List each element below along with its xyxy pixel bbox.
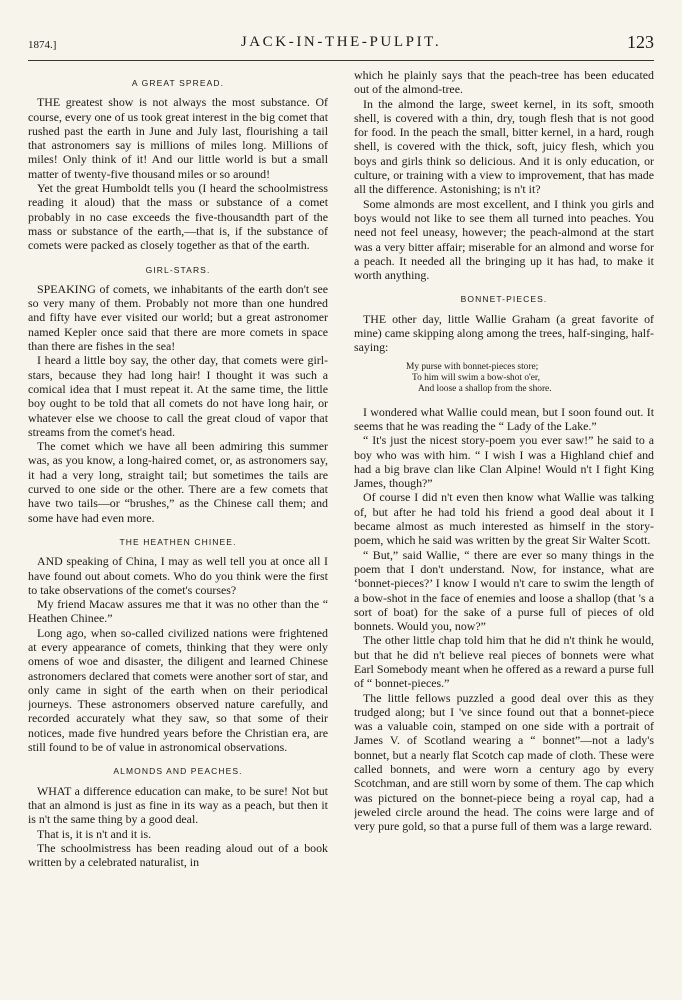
left-column bbox=[28, 68, 328, 968]
verse-line: And loose a shallop from the shore. bbox=[418, 383, 552, 394]
section-heading-great-spread: A GREAT SPREAD. bbox=[131, 78, 225, 88]
header-year: 1874.] bbox=[28, 39, 57, 51]
paragraph: That is, it is n't and it is. bbox=[37, 826, 152, 841]
paragraph: The schoolmistress has been reading aloud out of a book written by a celebrated naturalist, in bbox=[28, 840, 328, 870]
paragraph: THE greatest show is not always the most substance. Of course, every one of us took great interest in the big comet that rushed past the earth in June and July last, flourishing a tail that astronomers say is millions of miles long. Millions of miles! Only think of it! And our little world is but a small matter of twenty-five thousand miles or so around! bbox=[28, 95, 328, 181]
paragraph: The other little chap told him that he did n't think he would, but that he did n't believe real pieces of bonnets were what Earl Somebody meant when he offered as a reward a purse full of “ bonnet-pieces.” bbox=[354, 633, 654, 691]
verse-quote bbox=[406, 362, 654, 395]
paragraph: WHAT a difference education can make, to be sure! Not but that an almond is just as fine in its way as a peach, but then it is n't the same thing by a good deal. bbox=[28, 783, 328, 827]
section-heading-almonds-peaches: ALMONDS AND PEACHES. bbox=[113, 766, 243, 777]
section-heading-bonnet-pieces: BONNET-PIECES. bbox=[460, 294, 548, 305]
paragraph-continued: which he plainly says that the peach-tree has been educated out of the almond-tree. bbox=[354, 68, 654, 97]
paragraph: The comet which we have all been admiring this summer was, as you know, a long-haired comet, or, as astronomers say, it had a very long, straight tail; but sometimes the tails are curved to one side or the other. There are a few comets that have two tails—or “brushes,” as the Chinese call them; and some have had even more. bbox=[28, 439, 328, 525]
paragraph: THE other day, little Wallie Graham (a great favorite of mine) came skipping along among the trees, half-singing, half-saying: bbox=[354, 311, 654, 355]
paragraph: Of course I did n't even then know what Wallie was talking of, but after he had told his friend a good deal about it I became almost as much interested as himself in the story-poem, which he said was written by the great Sir Walter Scott. bbox=[354, 490, 654, 548]
running-header bbox=[28, 30, 654, 61]
page-number: 123 bbox=[627, 32, 654, 52]
section-heading-heathen-chinee: THE HEATHEN CHINEE. bbox=[119, 536, 237, 547]
paragraph: “ It's just the nicest story-poem you ever saw!” he said to a boy who was with him. “ I wish I was a Highland chief and had a big brave clan like Clan Alpine! Would n't I fight King James, though?” bbox=[354, 433, 654, 491]
header-title: JACK-IN-THE-PULPIT. bbox=[240, 34, 442, 50]
paragraph: Long ago, when so-called civilized nations were frightened at every appearance of comets, thinking that they were only omens of woe and disaster, the diligent and learned Chinese astronomers declared that comets were another sort of star, and only came in sight of the earth when on their periodical journeys. These astronomers observed nature carefully, and recorded accurately what they saw, so that some of their notices, made five hundred years before the Christian era, are still found to be of value in astronomical observations. bbox=[28, 625, 328, 755]
section-heading-girl-stars: GIRL-STARS. bbox=[145, 264, 211, 275]
paragraph: I heard a little boy say, the other day, that comets were girl-stars, because they had long hair! I thought it was such a comical idea that I must repeat it. At the same time, the little boy ought to be told that all comets do not have long hair, or whatever else we choose to call the great cloud of vapor that streams from the comet's head. bbox=[28, 353, 328, 439]
paragraph: The little fellows puzzled a good deal over this as they trudged along; but I 've since found out that a bonnet-piece was a valuable coin, stamped on one side with a portrait of James V. of Scotland wearing a “ bonnet”—not a lady's bonnet, but a nearly flat Scotch cap made of cloth. These were called bonnets, and were worn a century ago by every Scotchman, and are still worn by some of them. The cap which was pictured on the bonnet-piece being a royal cap, had a jeweled circle around the head. The coins were large and of very pure gold, so that a purse full of them was a large reward. bbox=[354, 690, 654, 834]
paragraph: I wondered what Wallie could mean, but I soon found out. It seems that he was reading the “ Lady of the Lake.” bbox=[354, 404, 654, 433]
paragraph: SPEAKING of comets, we inhabitants of the earth don't see so very many of them. Probably not more than one hundred and fifty have ever visited our world; but a great astronomer named Kepler once said that there are more comets in space than there are fishes in the sea! bbox=[28, 281, 328, 354]
paragraph: In the almond the large, sweet kernel, in its soft, smooth shell, is covered with a thin, dry, tough flesh that is not good for food. In the peach the small, bitter kernel, in a hard, rough shell, is covered with the thick, soft, juicy flesh, which you boys and girls think so delicious. And it is only education, or culture, or training with a view to improvement, that has made all the difference. Astonishing; is n't it? bbox=[354, 96, 654, 197]
paragraph: Some almonds are most excellent, and I think you girls and boys would not like to see them all turned into peaches. You need not feel uneasy, however; the peach-almond at the start was a very bitter affair; miserable for an almond and worse for a peach. It needed all the bringing up it has had, to make it worth anything. bbox=[354, 196, 654, 283]
paragraph: My friend Macaw assures me that it was no other than the “ Heathen Chinee.” bbox=[28, 597, 328, 626]
verse-line: To him will swim a bow-shot o'er, bbox=[412, 372, 540, 383]
verse-line: My purse with bonnet-pieces store; bbox=[406, 361, 539, 372]
right-column bbox=[354, 68, 654, 968]
paragraph: “ But,” said Wallie, “ there are ever so many things in the poem that I don't understand. Now, for instance, what are ‘bonnet-pieces?’ I know I would n't care to swim the length of a bow-shot in the face of enemies and loose a shallop (that 's a sort of boat) for the sake of a purse full of pieces of old bonnets. Would you, now?” bbox=[354, 547, 654, 634]
paragraph: AND speaking of China, I may as well tell you at once all I have found out about comets. Who do you think were the first to take observations of the comet's courses? bbox=[28, 554, 328, 597]
paragraph: Yet the great Humboldt tells you (I heard the schoolmistress reading it aloud) that the mass or substance of a comet probably in no case exceeds the five-thousandth part of the mass or substance of the earth,—that is, if the substance of comets were packed as closely together as that of the earth. bbox=[28, 181, 328, 253]
